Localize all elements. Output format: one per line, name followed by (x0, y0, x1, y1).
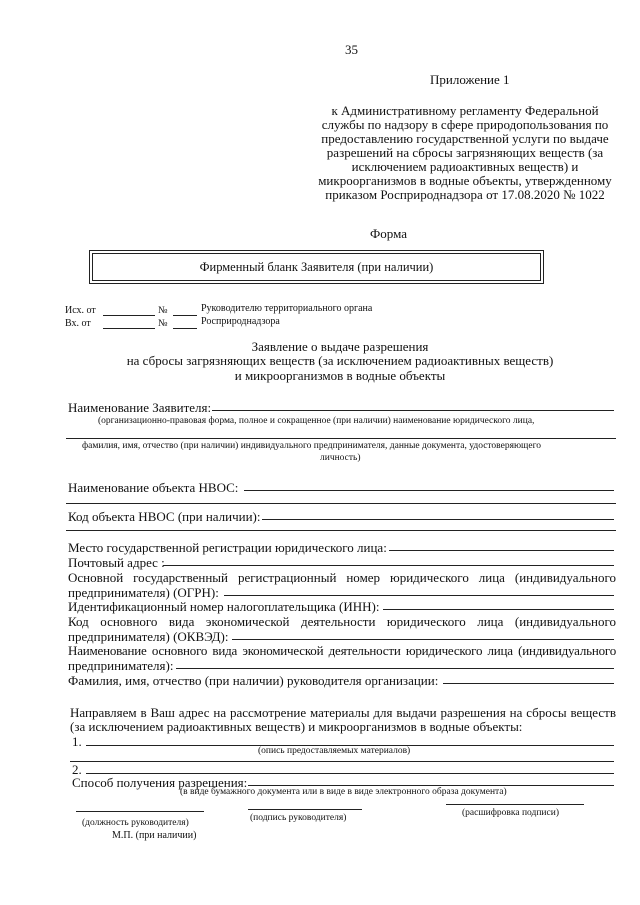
activity-label-cont: предпринимателя): (68, 658, 174, 673)
materials-item-hint: (опись предоставляемых материалов) (258, 746, 411, 756)
applicant-name-line-2 (66, 438, 616, 439)
incoming-label: Вх. от (65, 318, 91, 329)
decoding-line (446, 804, 584, 805)
nvos-code-line (262, 519, 614, 520)
incoming-date-line (103, 328, 155, 329)
header-line: приказом Росприроднадзора от 17.08.2020 № 1022 (325, 187, 605, 202)
materials-item-number: 2. (72, 762, 82, 777)
applicant-name-line (212, 410, 614, 411)
okved-label: Код основного вида экономической деятельности юридического лица (индивидуального (68, 614, 616, 629)
decoding-hint: (расшифровка подписи) (462, 808, 559, 818)
applicant-name-label: Наименование Заявителя: (68, 400, 212, 415)
registration-place-label: Место государственной регистрации юридического лица: (68, 540, 387, 555)
applicant-hint: (организационно-правовая форма, полное и сокращенное (при наличии) наименование юридического лица, (98, 416, 535, 426)
ogrn-line (224, 595, 614, 596)
outgoing-number-line (173, 315, 197, 316)
applicant-hint: личность) (320, 453, 361, 463)
header-line: службы по надзору в сфере природопользования по (321, 117, 609, 132)
letterhead-box (92, 253, 541, 281)
appendix-label: Приложение 1 (430, 72, 510, 87)
receipt-method-line (248, 785, 614, 786)
ogrn-label-cont: предпринимателя) (ОГРН): (68, 585, 219, 600)
okved-line (232, 639, 614, 640)
title-line: и микроорганизмов в водные объекты (234, 368, 446, 383)
materials-item-line (70, 761, 614, 762)
receipt-method-label: Способ получения разрешения: (72, 775, 248, 790)
applicant-hint: фамилия, имя, отчество (при наличии) индивидуального предпринимателя, данные документа, удостоверяющего (82, 441, 541, 451)
incoming-number-label: № (158, 318, 168, 329)
head-name-label: Фамилия, имя, отчество (при наличии) руководителя организации: (68, 673, 439, 688)
inn-line (383, 609, 614, 610)
header-line: исключением радиоактивных веществ) и (351, 159, 579, 174)
letterhead-text: Фирменный бланк Заявителя (при наличии) (199, 260, 434, 274)
header-line: к Административному регламенту Федеральной (331, 103, 599, 118)
nvos-name-line-2 (66, 503, 616, 504)
header-line: разрешений на сбросы загрязняющих веществ (за (326, 145, 604, 160)
page-number: 35 (345, 42, 358, 57)
signature-hint: (подпись руководителя) (250, 813, 347, 823)
materials-item-number: 1. (72, 734, 82, 749)
nvos-name-label: Наименование объекта НВОС: (68, 480, 239, 495)
materials-intro: Направляем в Ваш адрес на рассмотрение материалы для выдачи разрешения на сбросы веществ (70, 705, 616, 720)
position-line (76, 811, 204, 812)
nvos-name-line (244, 490, 614, 491)
header-line: предоставлению государственной услуги по выдаче (321, 131, 609, 146)
activity-label: Наименование основного вида экономической деятельности юридического лица (индивидуального (68, 643, 616, 658)
addressee-line-1: Руководителю территориального органа (201, 303, 373, 314)
registration-place-line (389, 550, 614, 551)
addressee-line-2: Росприроднадзора (201, 316, 280, 327)
inn-label: Идентификационный номер налогоплательщика (ИНН): (68, 599, 380, 614)
title-line: Заявление о выдаче разрешения (251, 339, 429, 354)
postal-address-label: Почтовый адрес : (68, 555, 165, 570)
head-name-line (443, 683, 614, 684)
materials-item-line (86, 773, 614, 774)
okved-label-cont: предпринимателя) (ОКВЭД): (68, 629, 229, 644)
nvos-code-line-2 (66, 530, 616, 531)
signature-line (248, 809, 362, 810)
title-line: на сбросы загрязняющих веществ (за исключением радиоактивных веществ) (126, 353, 554, 368)
outgoing-label: Исх. от (65, 305, 96, 316)
form-label: Форма (370, 226, 407, 241)
postal-address-line (163, 565, 614, 566)
header-line: микроорганизмов в водные объекты, утвержденному (318, 173, 612, 188)
seal-label: М.П. (при наличии) (112, 830, 197, 841)
nvos-code-label: Код объекта НВОС (при наличии): (68, 509, 261, 524)
outgoing-number-label: № (158, 305, 168, 316)
ogrn-label: Основной государственный регистрационный номер юридического лица (индивидуального (68, 570, 616, 585)
incoming-number-line (173, 328, 197, 329)
materials-intro-cont: (за исключением радиоактивных веществ) и микроорганизмов в водные объекты: (70, 719, 523, 734)
outgoing-date-line (103, 315, 155, 316)
receipt-method-hint: (в виде бумажного документа или в виде в виде электронного образа документа) (180, 787, 507, 797)
activity-line (176, 668, 614, 669)
position-hint: (должность руководителя) (82, 818, 189, 828)
